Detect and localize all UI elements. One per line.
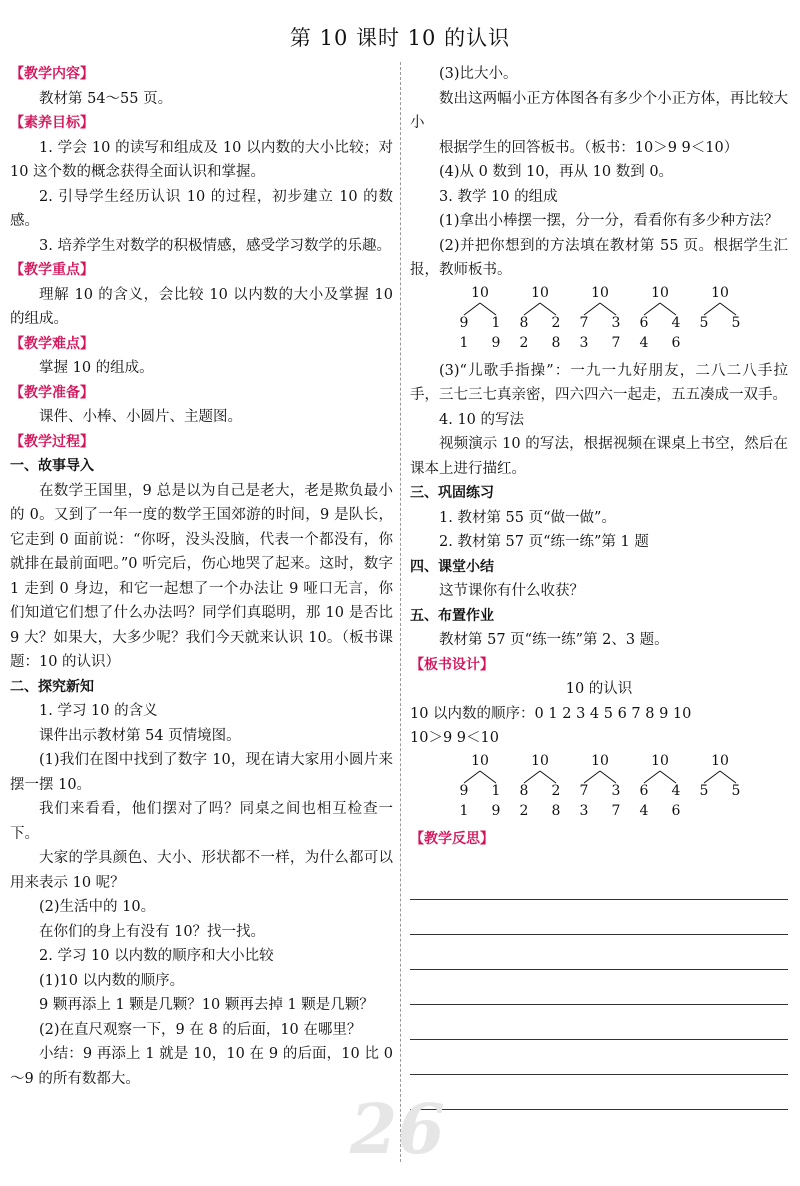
tree-right-1: 3	[611, 782, 621, 799]
tree-top: 10	[651, 752, 669, 769]
r-line-13: 这节课你有什么收获？	[439, 583, 584, 599]
goal-2: 2. 引导学生经历认识 10 的过程，初步建立 10 的数感。	[10, 188, 393, 229]
tree-left-2: 2	[519, 802, 529, 819]
goal-1: 1. 学会 10 的读写和组成及 10 以内数的大小比较；对 10 这个数的概念获得全面认识和掌握。	[10, 139, 393, 180]
r-line-4: (4)从 0 数到 10，再从 10 数到 0。	[439, 164, 674, 180]
writing-line	[410, 900, 788, 935]
story-text: 在数学王国里，9 总是以为自己是老大，老是欺负最小的 0。又到了一年一度的数学王国郊游的时间，9 是队长，它走到 0 面前说：“你呀，没头没脑，代表一个都没有，你就排在最前面吧。”0 听完后，伤心地哭了起来。这时，数字 1 走到 0 身边，和它一起想了一个办法让 9 哑口无言，你们知道它们想了什么办法吗？同学们真聪明，那 10 是否比 9 大？如果大，大多少呢？我们今天就来认识 10。（板书课题：10 的认识）	[10, 482, 393, 670]
board-tree-2	[510, 753, 570, 823]
board-tree-5	[690, 753, 750, 823]
tree-5	[690, 285, 750, 355]
tree-left-2: 4	[639, 334, 649, 351]
tree-left-2: 3	[579, 802, 589, 819]
tree-left-2: 3	[579, 334, 589, 351]
tree-left-2: 4	[639, 802, 649, 819]
tree-top: 10	[591, 752, 609, 769]
tree-right-1: 4	[671, 782, 681, 799]
tree-right-2: 6	[671, 334, 681, 351]
s2-line-6: (2)生活中的 10。	[39, 899, 156, 915]
r-line-7: (2)并把你想到的方法填在教材第 55 页。根据学生汇报，教师板书。	[410, 237, 788, 278]
board-tree-4	[630, 753, 690, 823]
tree-left-1: 8	[519, 314, 529, 331]
tree-right-2: 7	[611, 802, 621, 819]
r-line-12: 2. 教材第 57 页“练一练”第 1 题	[439, 534, 649, 550]
s2-line-3: (1)我们在图中找到了数字 10，现在请大家用小圆片来摆一摆 10。	[10, 752, 393, 793]
writing-line	[410, 865, 788, 900]
tree-left-2: 2	[519, 334, 529, 351]
writing-line	[410, 970, 788, 1005]
tag-goals: 【素养目标】	[10, 115, 94, 131]
tree-2	[510, 285, 570, 355]
tree-3	[570, 285, 630, 355]
tree-left-1: 9	[459, 782, 469, 799]
writing-line	[410, 1005, 788, 1040]
s2-line-2: 课件出示教材第 54 页情境图。	[39, 727, 241, 744]
tree-right-1: 1	[491, 314, 501, 331]
s2-line-11: (2)在直尺观察一下，9 在 8 的后面，10 在哪里？	[39, 1021, 362, 1038]
page-number: 26	[350, 1090, 445, 1170]
tree-left-2: 1	[459, 334, 469, 351]
tree-top: 10	[591, 284, 609, 301]
tree-left-1: 5	[699, 782, 709, 799]
tree-right-2: 9	[491, 802, 501, 819]
tree-left-1: 9	[459, 314, 469, 331]
tree-right-2: 9	[491, 334, 501, 351]
tag-key: 【教学重点】	[10, 262, 94, 278]
tree-top: 10	[711, 752, 729, 769]
tag-board: 【板书设计】	[410, 656, 494, 673]
tree-left-1: 6	[639, 782, 649, 799]
board-title: 10 的认识	[565, 681, 633, 697]
r-line-11: 1. 教材第 55 页“做一做”。	[439, 509, 616, 526]
section-4-heading: 四、课堂小结	[410, 558, 494, 575]
section-3-heading: 三、巩固练习	[410, 485, 494, 501]
right-column	[410, 62, 788, 1110]
tree-left-2: 1	[459, 802, 469, 819]
r-line-6: (1)拿出小棒摆一摆，分一分，看看你有多少种方法？	[439, 213, 779, 229]
composition-trees	[410, 285, 788, 355]
s2-line-10: 9 颗再添上 1 颗是几颗？10 颗再去掉 1 颗是几颗？	[39, 997, 374, 1013]
board-trees	[410, 753, 788, 823]
s2-line-5: 大家的学具颜色、大小、形状都不一样，为什么都可以用来表示 10 呢？	[10, 850, 393, 891]
section-2-heading: 二、探究新知	[10, 678, 94, 695]
tree-top: 10	[651, 284, 669, 301]
board-compare: 10＞9 9＜10	[410, 730, 499, 746]
content-text: 教材第 54～55 页。	[39, 90, 173, 107]
writing-line	[410, 1040, 788, 1075]
tree-right-1: 2	[551, 314, 561, 331]
s2-line-7: 在你们的身上有没有 10？找一找。	[39, 923, 266, 940]
tag-content: 【教学内容】	[10, 66, 94, 82]
tag-prep: 【教学准备】	[10, 384, 94, 401]
tree-left-1: 6	[639, 314, 649, 331]
key-text: 理解 10 的含义，会比较 10 以内数的大小及掌握 10 的组成。	[10, 286, 393, 327]
reflection-lines	[410, 865, 788, 1110]
tree-left-1: 7	[579, 782, 589, 799]
r-line-9: 4. 10 的写法	[439, 411, 525, 428]
s2-line-4: 我们来看看，他们摆对了吗？同桌之间也相互检查一下。	[10, 801, 393, 842]
left-column	[10, 62, 393, 1091]
tree-top: 10	[471, 284, 489, 301]
tree-right-1: 3	[611, 314, 621, 331]
tree-top: 10	[711, 284, 729, 301]
r-line-2: 数出这两幅小正方体图各有多少个小正方体，再比较大小	[410, 90, 788, 131]
tag-reflect: 【教学反思】	[410, 830, 494, 847]
r-line-8: (3)“儿歌手指操”：一九一九好朋友，二八二八手拉手，三七三七真亲密，四六四六一起走，五五凑成一双手。	[410, 362, 788, 403]
tree-right-1: 2	[551, 782, 561, 799]
tree-right-1: 5	[731, 314, 741, 331]
tree-right-1: 1	[491, 782, 501, 799]
tag-difficult: 【教学难点】	[10, 335, 94, 352]
page-title: 第 10 课时 10 的认识	[289, 26, 511, 50]
tree-1	[450, 285, 510, 355]
tree-4	[630, 285, 690, 355]
tag-process: 【教学过程】	[10, 433, 94, 450]
column-divider	[400, 62, 401, 1162]
goal-3: 3. 培养学生对数学的积极情感，感受学习数学的乐趣。	[39, 237, 391, 254]
s2-line-12: 小结：9 再添上 1 就是 10，10 在 9 的后面，10 比 0～9 的所有数都大。	[10, 1046, 393, 1087]
tree-left-1: 5	[699, 314, 709, 331]
section-5-heading: 五、布置作业	[410, 607, 494, 624]
r-line-10: 视频演示 10 的写法，根据视频在课桌上书空，然后在课本上进行描红。	[410, 436, 788, 477]
board-order: 10 以内数的顺序：0 1 2 3 4 5 6 7 8 9 10	[410, 705, 692, 722]
writing-line	[410, 935, 788, 970]
tree-right-2: 8	[551, 334, 561, 351]
tree-right-2: 7	[611, 334, 621, 351]
prep-text: 课件、小棒、小圆片、主题图。	[39, 409, 242, 425]
r-line-3: 根据学生的回答板书。（板书：10＞9 9＜10）	[439, 139, 739, 156]
s2-line-1: 1. 学习 10 的含义	[39, 703, 158, 719]
tree-top: 10	[531, 752, 549, 769]
s2-line-8: 2. 学习 10 以内数的顺序和大小比较	[39, 948, 274, 964]
tree-right-2: 6	[671, 802, 681, 819]
tree-top: 10	[531, 284, 549, 301]
writing-line	[410, 1075, 788, 1110]
tree-right-1: 5	[731, 782, 741, 799]
section-1-heading: 一、故事导入	[10, 458, 94, 474]
tree-right-2: 8	[551, 802, 561, 819]
s2-line-9: (1)10 以内数的顺序。	[39, 972, 185, 989]
tree-top: 10	[471, 752, 489, 769]
tree-right-1: 4	[671, 314, 681, 331]
tree-left-1: 8	[519, 782, 529, 799]
tree-left-1: 7	[579, 314, 589, 331]
r-line-5: 3. 教学 10 的组成	[439, 188, 558, 205]
r-line-1: (3)比大小。	[439, 66, 518, 82]
board-tree-1	[450, 753, 510, 823]
board-tree-3	[570, 753, 630, 823]
r-line-14: 教材第 57 页“练一练”第 2、3 题。	[439, 632, 669, 648]
difficult-text: 掌握 10 的组成。	[39, 360, 154, 376]
